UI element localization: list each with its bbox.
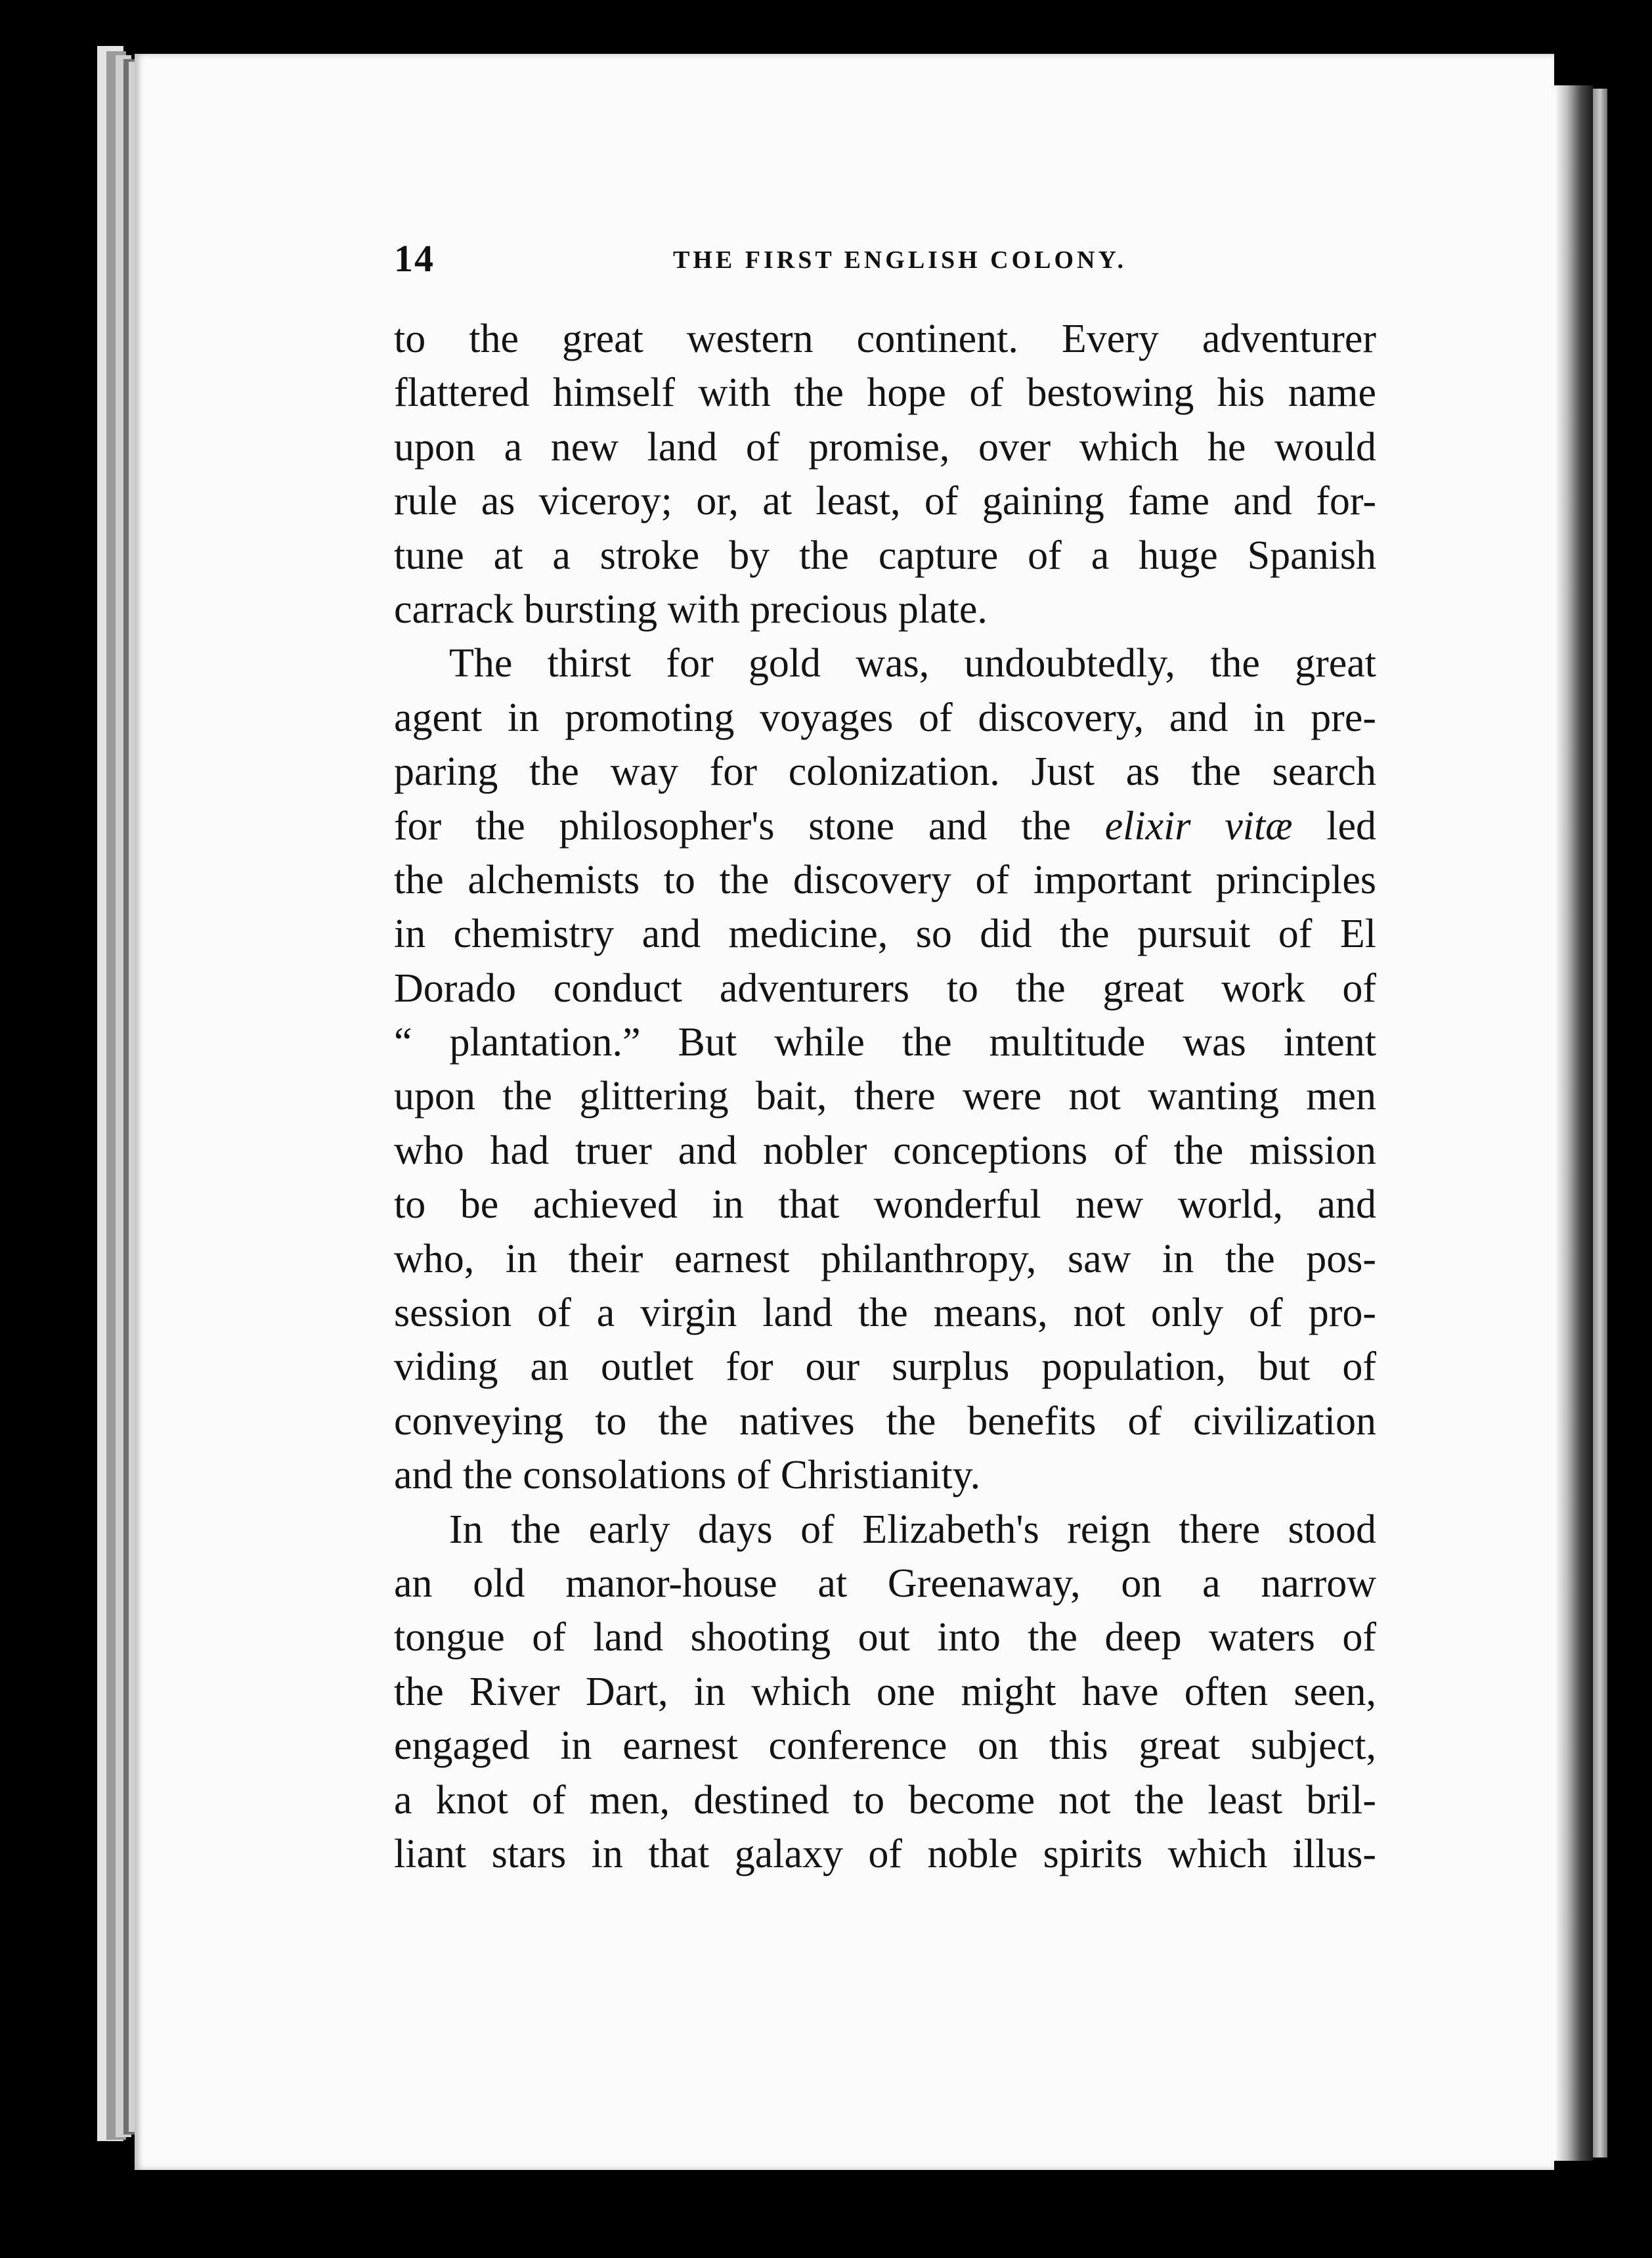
text-segment: for the philosopher's stone and the (394, 803, 1071, 849)
page-number: 14 (394, 237, 435, 280)
text-line: tongue of land shooting out into the deep waters of (394, 1615, 1376, 1660)
paragraph (394, 1503, 1376, 1882)
text-line: agent in promoting voyages of discovery, and in pre- (394, 695, 1376, 740)
text-line: and the consolations of Christianity. (394, 1453, 981, 1498)
text-line: upon a new land of promise, over which he would (394, 424, 1376, 470)
paragraph (394, 312, 1376, 636)
text-line: to be achieved in that wonderful new world, and (394, 1182, 1376, 1228)
page-gutter-shadow (1554, 85, 1593, 2161)
text-line: rule as viceroy; or, at least, of gaining fame and for- (394, 479, 1376, 524)
text-line: paring the way for colonization. Just as the search (394, 749, 1376, 795)
text-segment: led (1326, 803, 1377, 849)
text-line: to the great western continent. Every adventurer (394, 317, 1376, 361)
text-line: The thirst for gold was, undoubtedly, the great (449, 641, 1376, 686)
text-line: in chemistry and medicine, so did the pursuit of El (394, 912, 1376, 957)
text-line-with-italic (394, 799, 1376, 853)
text-line: the River Dart, in which one might have often seen, (394, 1669, 1376, 1714)
text-line: upon the glittering bait, there were not wanting men (394, 1074, 1376, 1119)
page-gutter-edge (1593, 89, 1607, 2158)
body-text (394, 312, 1376, 1881)
text-line: tune at a stroke by the capture of a huge Spanish (394, 533, 1376, 578)
text-line: engaged in earnest conference on this great subject, (394, 1723, 1376, 1769)
text-line: who, in their earnest philanthropy, saw in the pos- (394, 1236, 1376, 1281)
paragraph (394, 636, 1376, 1502)
text-line: liant stars in that galaxy of noble spirits which illus- (394, 1831, 1376, 1876)
text-line: conveying to the natives the benefits of civilization (394, 1398, 1376, 1444)
running-head (394, 236, 1379, 289)
text-line: “ plantation.” But while the multitude was intent (394, 1020, 1376, 1065)
text-line: Dorado conduct adventurers to the great work of (394, 965, 1376, 1011)
running-head-title: THE FIRST ENGLISH COLONY. (673, 246, 1127, 274)
text-line: flattered himself with the hope of bestowing his name (394, 370, 1376, 416)
text-line: who had truer and nobler conceptions of the mission (394, 1128, 1376, 1173)
text-line: In the early days of Elizabeth's reign there stood (449, 1507, 1376, 1552)
text-line: a knot of men, destined to become not the least bril- (394, 1777, 1376, 1823)
text-line: the alchemists to the discovery of important principles (394, 857, 1376, 902)
text-line: an old manor-house at Greenaway, on a narrow (394, 1561, 1376, 1606)
text-line: viding an outlet for our surplus population, but of (394, 1344, 1376, 1390)
italic-phrase: elixir vitæ (1104, 803, 1293, 849)
text-line: carrack bursting with precious plate. (394, 587, 988, 632)
text-line: session of a virgin land the means, not only of pro- (394, 1291, 1376, 1336)
